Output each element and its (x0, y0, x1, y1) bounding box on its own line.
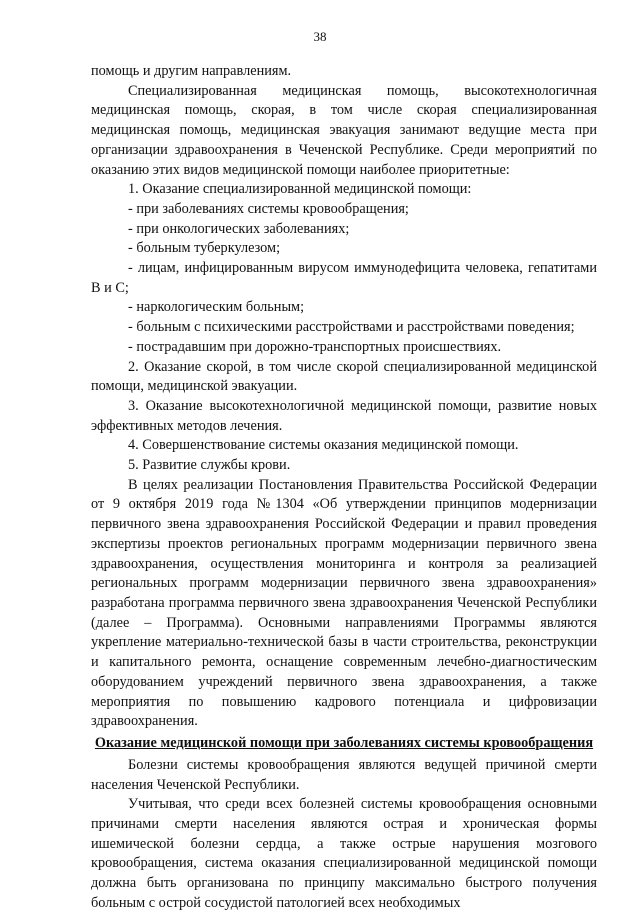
page-number: 38 (313, 29, 327, 44)
section-heading: Оказание медицинской помощи при заболеваниях системы кровообращения (94, 734, 594, 751)
list-heading: 2. Оказание скорой, в том числе скорой специализированной медицинской помощи, медицинской эвакуации. (91, 358, 597, 395)
list-item: - больным с психическими расстройствами и расстройствами поведения; (128, 319, 575, 336)
list-item: - при онкологических заболеваниях; (128, 220, 350, 237)
list-item: - наркологическим больным; (128, 299, 305, 316)
list-heading: 5. Развитие службы крови. (128, 457, 291, 474)
paragraph: Болезни системы кровообращения являются ведущей причиной смерти населения Чеченской Республики. (91, 756, 597, 793)
list-item: - пострадавшим при дорожно-транспортных происшествиях. (128, 338, 502, 355)
paragraph: Специализированная медицинская помощь, высокотехнологичная медицинская помощь, скорая, в том числе скорая специализированная медицинская помощь, медицинская эвакуация занимают ведущие места при организации здравоохранения в Чеченской Республике. Среди мероприятий по оказанию этих видов медицинской помощи наиболее приоритетные: (91, 82, 597, 178)
paragraph: Учитывая, что среди всех болезней системы кровообращения основными причинами смерти населения являются острая и хроническая формы ишемической болезни сердца, а также острые нарушения мозгового кровообращения, система оказания специализированной медицинской помощи должна быть организована по принципу максимально быстрого получения больным с острой сосудистой патологией всех необходимых (91, 796, 597, 911)
body-text (91, 62, 597, 914)
list-item: - при заболеваниях системы кровообращения; (128, 200, 409, 217)
list-item: - лицам, инфицированным вирусом иммунодефицита человека, гепатитами В и С; (91, 260, 597, 296)
list-heading: 1. Оказание специализированной медицинской помощи: (128, 181, 472, 198)
paragraph: В целях реализации Постановления Правительства Российской Федерации от 9 октября 2019 года №1304 «Об утверждении принципов модернизации первичного звена здравоохранения Российской Федерации и правил проведения экспертизы проектов региональных программ модернизации первичного звена здравоохранения, осуществления мониторинга и контроля за реализацией региональных программ модернизации первичного звена здравоохранения» разработана программа первичного звена здравоохранения Чеченской Республики (далее – Программа). Основными направлениями Программы являются укрепление материально-технической базы в части строительства, реконструкции и капитального ремонта, оснащение современным лечебно-диагностическим оборудованием учреждений первичного звена здравоохранения, а также мероприятия по повышению кадрового потенциала и цифровизации здравоохранения. (91, 476, 597, 730)
list-heading: 3. Оказание высокотехнологичной медицинской помощи, развитие новых эффективных методов лечения. (91, 397, 597, 434)
list-item: - больным туберкулезом; (128, 240, 281, 257)
paragraph: помощь и другим направлениям. (91, 63, 292, 79)
list-heading: 4. Совершенствование системы оказания медицинской помощи. (128, 437, 519, 454)
